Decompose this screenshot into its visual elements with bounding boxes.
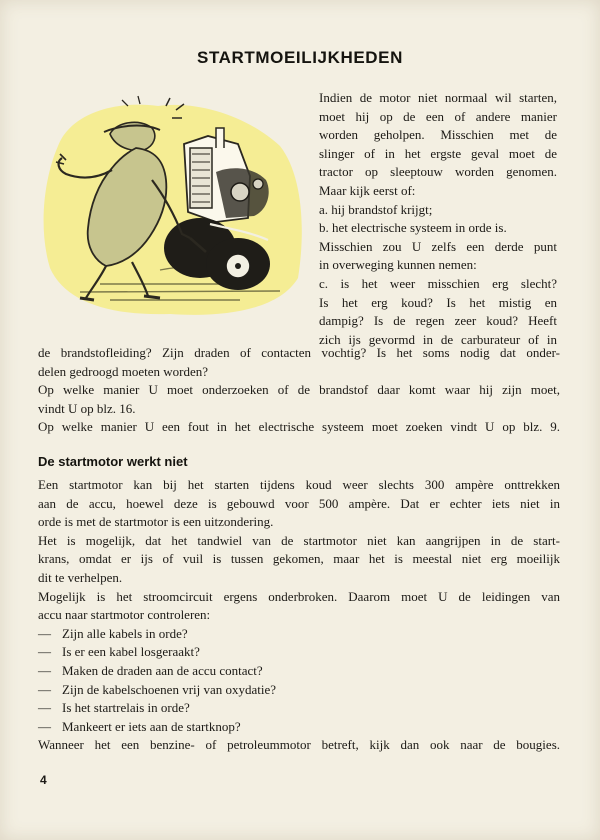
checklist-text: Is het startrelais in orde?: [62, 700, 190, 716]
continuation-line: delen gedroogd moeten worden?: [38, 363, 209, 379]
intro-continuation: [38, 344, 560, 437]
dash-bullet: —: [38, 700, 51, 716]
checklist-item: [38, 681, 560, 700]
intro-line: Is het erg koud? Is het mistig en: [319, 294, 557, 310]
checklist-text: Zijn alle kabels in orde?: [62, 625, 188, 641]
body-line: accu naar startmotor controleren:: [38, 607, 211, 623]
checklist-text: Zijn de kabelschoenen vrij van oxydatie?: [62, 681, 277, 697]
intro-line: moet hij op de een of andere manier: [319, 108, 557, 124]
intro-line: dampig? Is de regen zeer koud? Heeft: [319, 313, 557, 329]
checklist-text: Mankeert er iets aan de startknop?: [62, 718, 241, 734]
closing-line: Wanneer het een benzine- of petroleummotor betreft, kijk dan ook naar de bougies.: [38, 737, 560, 753]
checklist-item: [38, 662, 560, 681]
intro-line: Indien de motor niet normaal wil starten,: [319, 90, 557, 105]
page-title: STARTMOEILIJKHEDEN: [197, 48, 403, 67]
dash-bullet: —: [38, 644, 51, 660]
section-body: [38, 476, 560, 755]
checklist-text: Maken de draden aan de accu contact?: [62, 662, 263, 678]
body-line: orde is met de startmotor is een uitzondering.: [38, 514, 274, 530]
dash-bullet: —: [38, 681, 51, 697]
page-reference-fuel-page: vindt U op blz. 16.: [38, 400, 136, 416]
checklist-item: [38, 699, 560, 718]
page-number: 4: [40, 773, 47, 787]
dash-bullet: —: [38, 718, 51, 734]
page-reference-electrical: Op welke manier U een fout in het electrische systeem moet zoeken vindt U op blz. 9.: [38, 419, 560, 435]
body-line: Mogelijk is het stroomcircuit ergens onderbroken. Daarom moet U de leidingen van: [38, 588, 560, 604]
intro-paragraph: [319, 89, 557, 349]
checklist-item: [38, 625, 560, 644]
dash-bullet: —: [38, 625, 51, 641]
checklist-text: Is er een kabel losgeraakt?: [62, 644, 200, 660]
section-heading: De startmotor werkt niet: [38, 454, 188, 469]
intro-line: slinger of in het ergste geval moet de: [319, 145, 557, 161]
body-line: Een startmotor kan bij het starten tijdens koud weer slechts 300 ampère onttrekken: [38, 477, 560, 492]
intro-line: worden geholpen. Misschien met de: [319, 127, 557, 143]
check-item-a: a. hij brandstof krijgt;: [319, 201, 433, 217]
intro-line: in overweging kunnen nemen:: [319, 257, 477, 273]
body-line: dit te verhelpen.: [38, 569, 123, 585]
checklist-item: [38, 643, 560, 662]
intro-line: tractor op sleeptouw worden genomen.: [319, 164, 557, 180]
continuation-line: de brandstofleiding? Zijn draden of contacten vochtig? Is het soms nodig dat onder-: [38, 345, 560, 360]
check-item-b: b. het electrische systeem in orde is.: [319, 220, 507, 236]
tractor-cranking-illustration: [40, 88, 310, 320]
intro-line: zich ijs gevormd in de carburateur of in: [319, 331, 557, 347]
check-item-c: c. is het weer misschien erg slecht?: [319, 275, 557, 291]
page-reference-fuel: Op welke manier U moet onderzoeken of de brandstof daar komt waar hij zijn moet,: [38, 382, 560, 398]
body-line: aan de accu, hoewel deze is gebouwd voor 500 ampère. Dat er echter iets niet in: [38, 495, 560, 511]
intro-line: Maar kijk eerst of:: [319, 182, 416, 198]
body-line: Het is mogelijk, dat het tandwiel van de startmotor niet kan aangrijpen in de start-: [38, 532, 560, 548]
intro-line: Misschien zou U zelfs een derde punt: [319, 238, 557, 254]
checklist-item: [38, 718, 560, 737]
body-line: krans, omdat er ijs of vuil is tussen gekomen, maar het is meestal niet erg moeilijk: [38, 551, 560, 567]
dash-bullet: —: [38, 662, 51, 678]
